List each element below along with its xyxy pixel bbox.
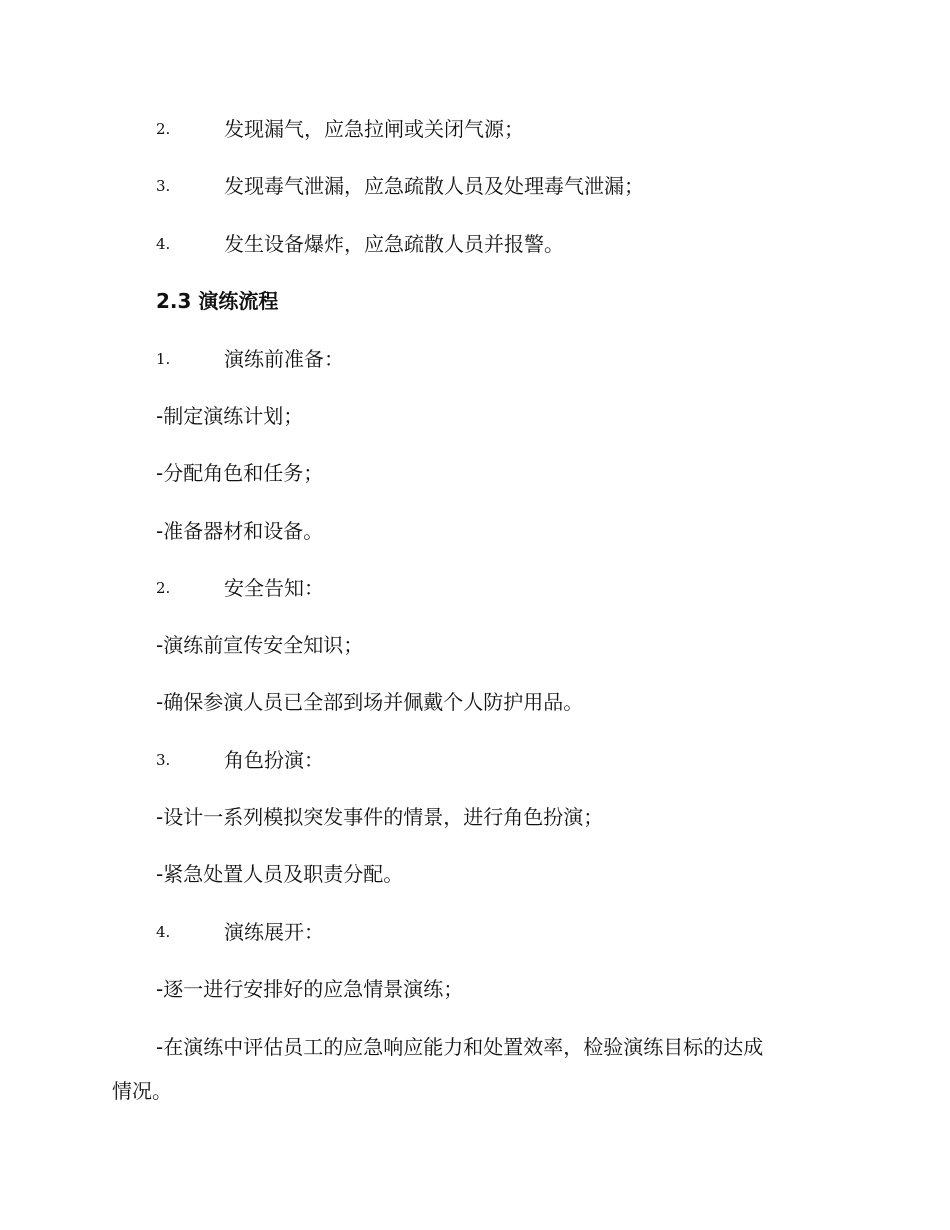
step-number: 4. xyxy=(156,923,171,941)
step-title: 演练展开： xyxy=(224,920,324,944)
list-number: 2. xyxy=(156,120,171,138)
paragraph-line: -在演练中评估员工的应急响应能力和处置效率，检验演练目标的达成 xyxy=(156,1035,764,1059)
section-heading: 2.3 演练流程 xyxy=(156,289,279,313)
step-number: 2. xyxy=(156,579,171,597)
bullet-line: -设计一系列模拟突发事件的情景，进行角色扮演； xyxy=(156,805,604,829)
bullet-line: -紧急处置人员及职责分配。 xyxy=(156,862,404,886)
step-title: 角色扮演： xyxy=(224,748,324,772)
bullet-line: -逐一进行安排好的应急情景演练； xyxy=(156,977,464,1001)
list-number: 4. xyxy=(156,235,171,253)
list-number: 3. xyxy=(156,177,171,195)
bullet-line: -演练前宣传安全知识； xyxy=(156,633,364,657)
step-number: 3. xyxy=(156,751,171,769)
step-title: 演练前准备： xyxy=(224,347,344,371)
step-title: 安全告知： xyxy=(224,576,324,600)
list-item-text: 发现漏气，应急拉闸或关闭气源； xyxy=(224,117,524,141)
list-item-text: 发生设备爆炸，应急疏散人员并报警。 xyxy=(224,232,564,256)
step-number: 1. xyxy=(156,350,171,368)
list-item-text: 发现毒气泄漏，应急疏散人员及处理毒气泄漏； xyxy=(224,174,644,198)
bullet-line: -制定演练计划； xyxy=(156,404,304,428)
bullet-line: -准备器材和设备。 xyxy=(156,519,324,543)
bullet-line: -分配角色和任务； xyxy=(156,461,324,485)
bullet-line: -确保参演人员已全部到场并佩戴个人防护用品。 xyxy=(156,690,584,714)
paragraph-line: 情况。 xyxy=(112,1079,172,1103)
